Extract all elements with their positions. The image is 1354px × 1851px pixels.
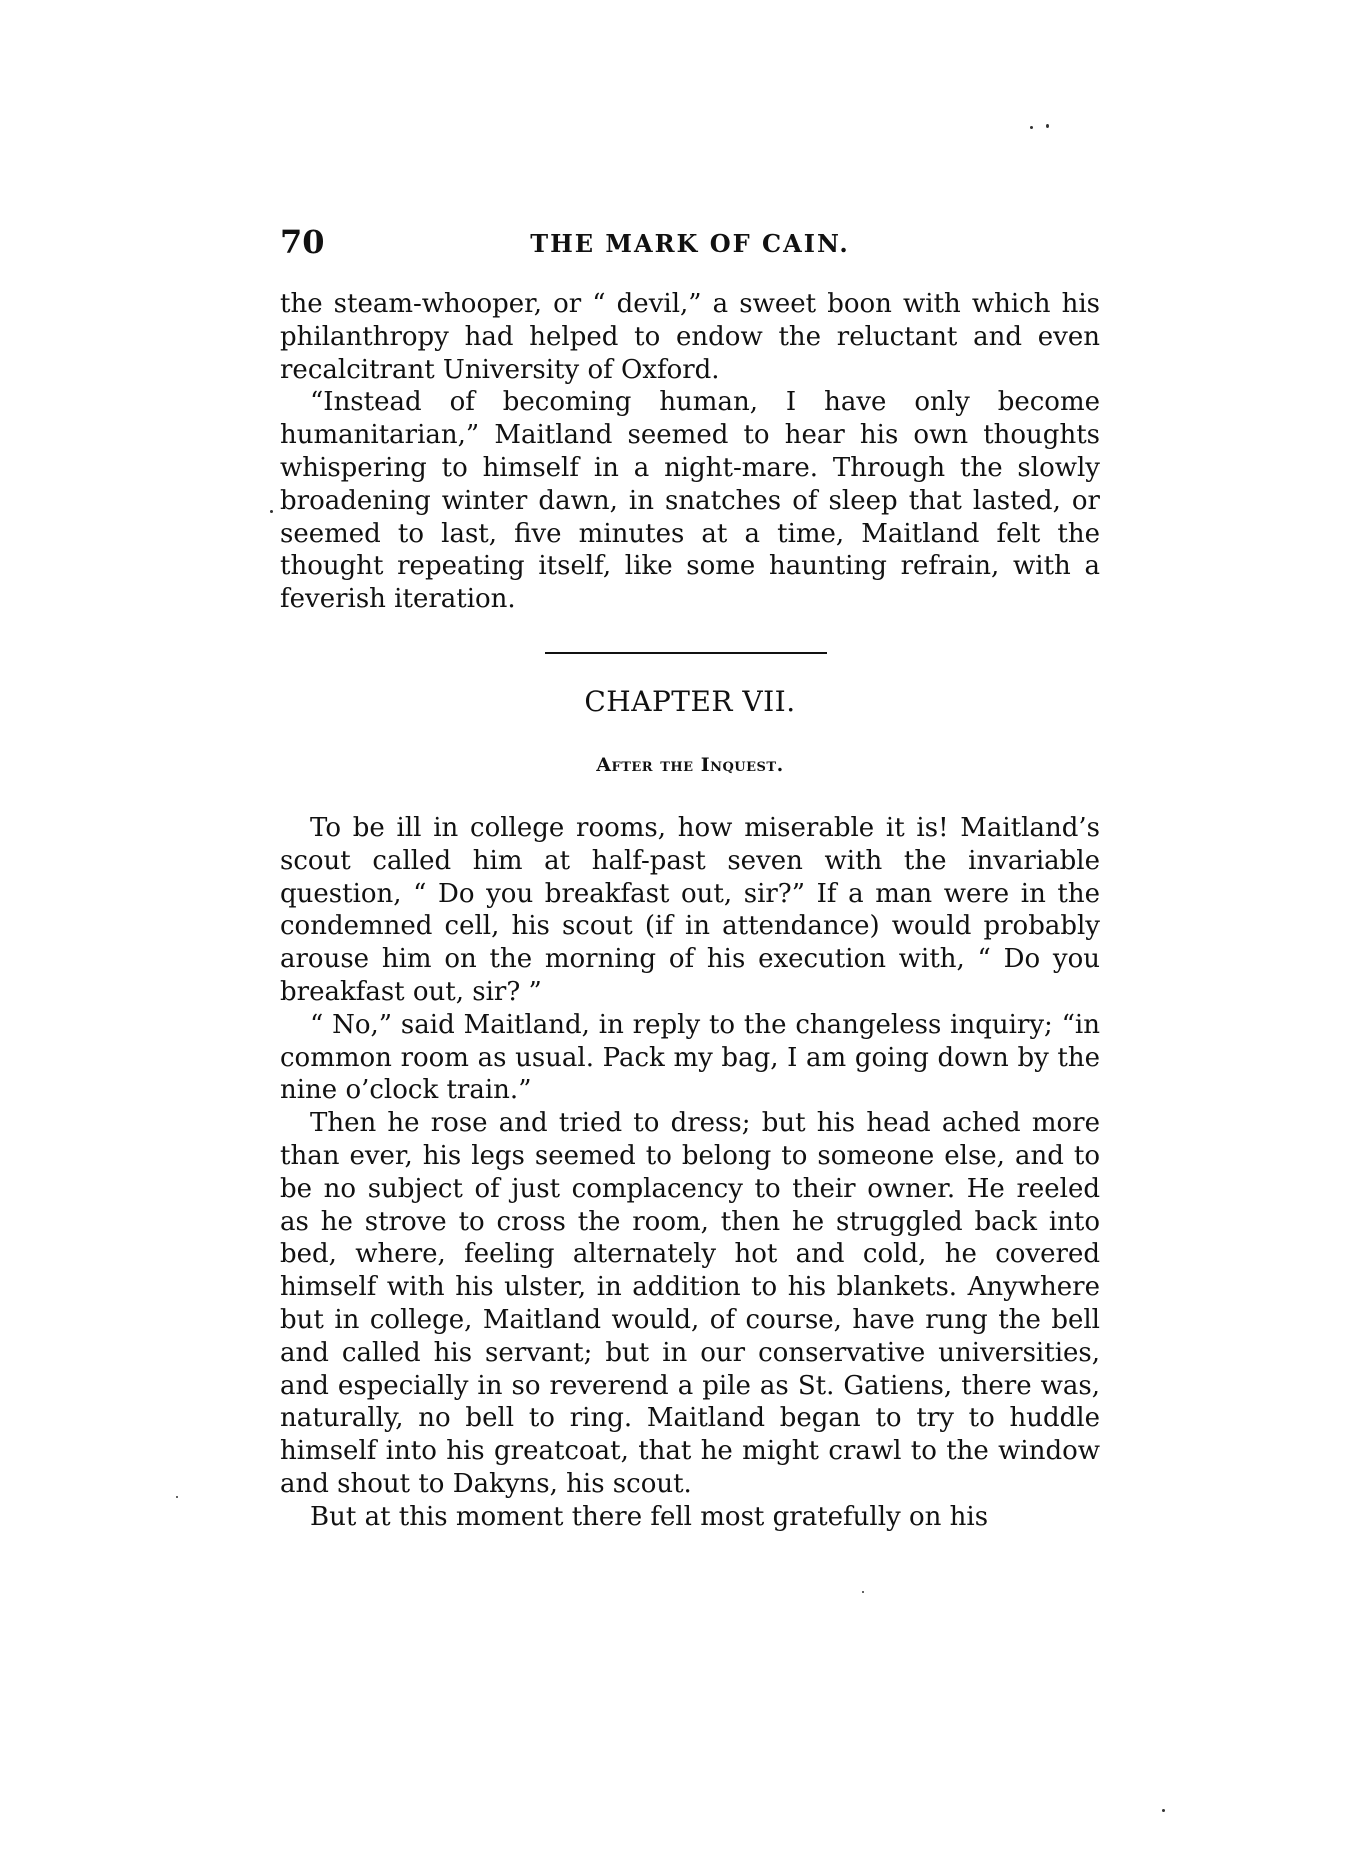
paragraph: “ No,” said Maitland, in reply to the changeless inquiry; “in common room as usual. Pack my bag, I am going down by the nine o’clock train.” [280,1009,1100,1106]
running-title: THE MARK OF CAIN. [530,229,850,258]
section-divider [545,652,827,654]
scan-speck [270,510,273,513]
chapter-body [280,812,1100,1534]
page-number: 70 [280,223,325,261]
scan-speck [1046,124,1049,128]
chapter-title: CHAPTER VII. [584,685,796,718]
scan-speck [1030,126,1033,129]
scan-speck [176,1496,178,1498]
paragraph: Then he rose and tried to dress; but his head ached more than ever, his legs seemed to belong to someone else, and to be no subject of just complacency to their owner. He reeled as he strove to cross the room, then he struggled back into bed, where, feeling alternately hot and cold, he covered himself with his ulster, in addition to his blankets. Anywhere but in college, Maitland would, of course, have rung the bell and called his servant; but in our conservative universities, and especially in so reverend a pile as St. Gatiens, there was, naturally, no bell to ring. Maitland began to try to huddle himself into his greatcoat, that he might crawl to the window and shout to Dakyns, his scout. [280,1108,1100,1499]
text-before-chapter [280,288,1100,616]
chapter-subtitle: After the Inquest. [596,754,784,776]
running-head [280,222,1100,262]
paragraph: But at this moment there fell most gratefully on his [310,1501,989,1532]
paragraph: the steam-whooper, or “ devil,” a sweet boon with which his philanthropy had helped to endow the reluctant and even recalcitrant University of Oxford. [280,289,1100,385]
scan-speck [1162,1809,1165,1812]
paragraph: “Instead of becoming human, I have only become humanitarian,” Maitland seemed to hear his own thoughts whispering to himself in a night-mare. Through the slowly broadening winter dawn, in snatches of sleep that lasted, or seemed to last, five minutes at a time, Maitland felt the thought repeating itself, like some haunting refrain, with a feverish iteration. [280,387,1100,615]
paragraph: To be ill in college rooms, how miserable it is! Maitland’s scout called him at half-past seven with the invariable question, “ Do you breakfast out, sir?” If a man were in the condemned cell, his scout (if in attendance) would probably arouse him on the morning of his execution with, “ Do you breakfast out, sir? ” [280,813,1100,1007]
scan-speck [862,1591,864,1593]
